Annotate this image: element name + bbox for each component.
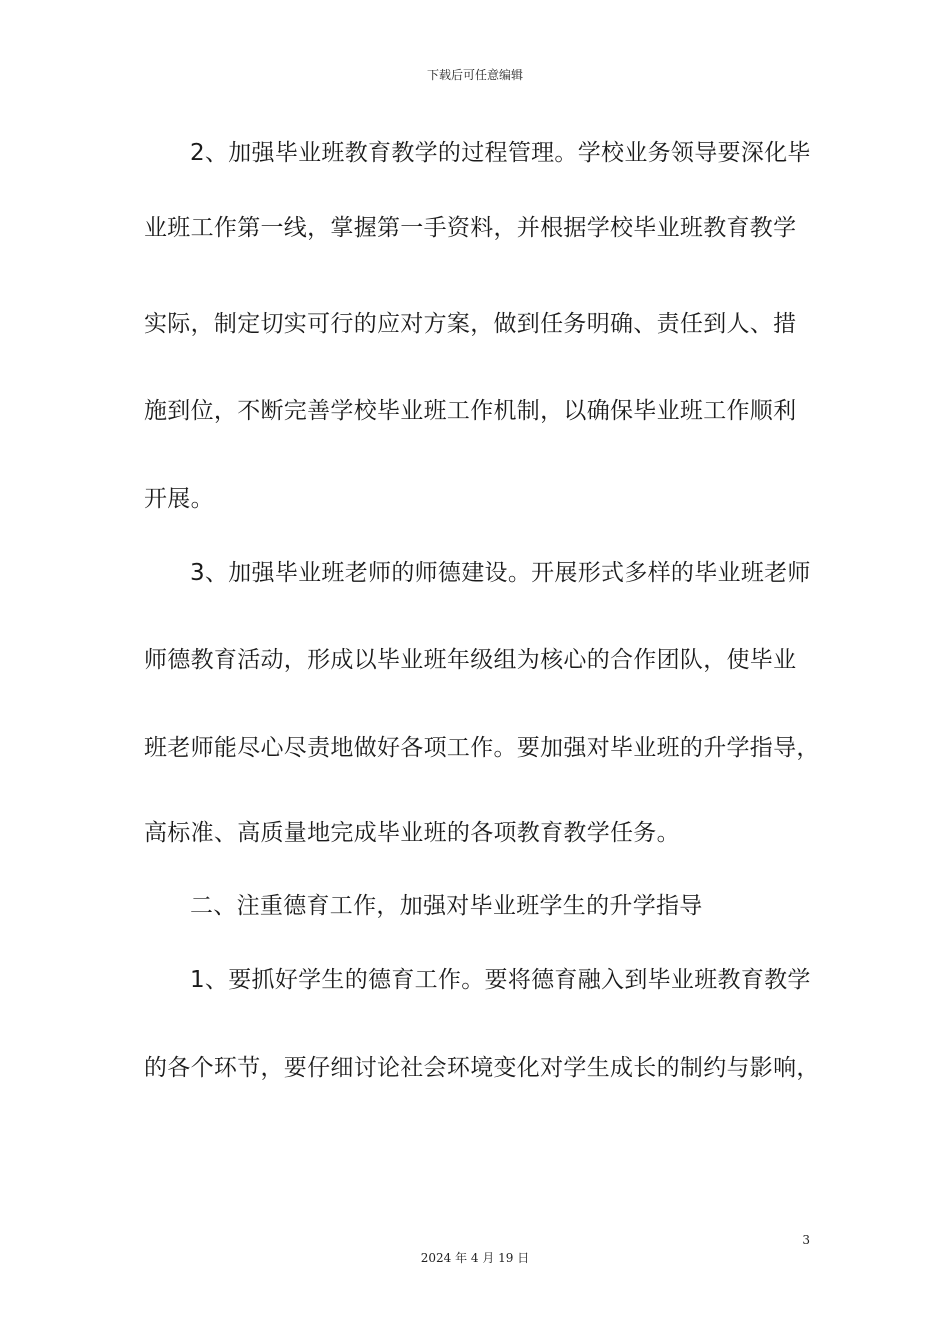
page-number: 3 <box>802 1233 810 1247</box>
paragraph-line-11: 1、要抓好学生的德育工作。要将德育融入到毕业班教育教学 <box>190 967 811 993</box>
paragraph-line-1: 2、加强毕业班教育教学的过程管理。学校业务领导要深化毕 <box>190 140 811 166</box>
footer-date: 2024 年 4 月 19 日 <box>420 1251 530 1265</box>
paragraph-line-3: 实际，制定切实可行的应对方案，做到任务明确、责任到人、措 <box>144 311 797 337</box>
paragraph-line-8: 班老师能尽心尽责地做好各项工作。要加强对毕业班的升学指导， <box>144 735 820 761</box>
section-heading: 二、注重德育工作，加强对毕业班学生的升学指导 <box>190 893 703 919</box>
paragraph-line-4: 施到位，不断完善学校毕业班工作机制，以确保毕业班工作顺利 <box>144 398 797 424</box>
paragraph-line-9: 高标准、高质量地完成毕业班的各项教育教学任务。 <box>144 820 680 846</box>
paragraph-line-5: 开展。 <box>144 486 214 512</box>
paragraph-line-6: 3、加强毕业班老师的师德建设。开展形式多样的毕业班老师 <box>190 560 811 586</box>
paragraph-line-12: 的各个环节，要仔细讨论社会环境变化对学生成长的制约与影响， <box>144 1055 820 1081</box>
paragraph-line-2: 业班工作第一线，掌握第一手资料，并根据学校毕业班教育教学 <box>144 215 797 241</box>
page-header: 下载后可任意编辑 <box>426 68 523 82</box>
paragraph-line-7: 师德教育活动，形成以毕业班年级组为核心的合作团队，使毕业 <box>144 647 797 673</box>
